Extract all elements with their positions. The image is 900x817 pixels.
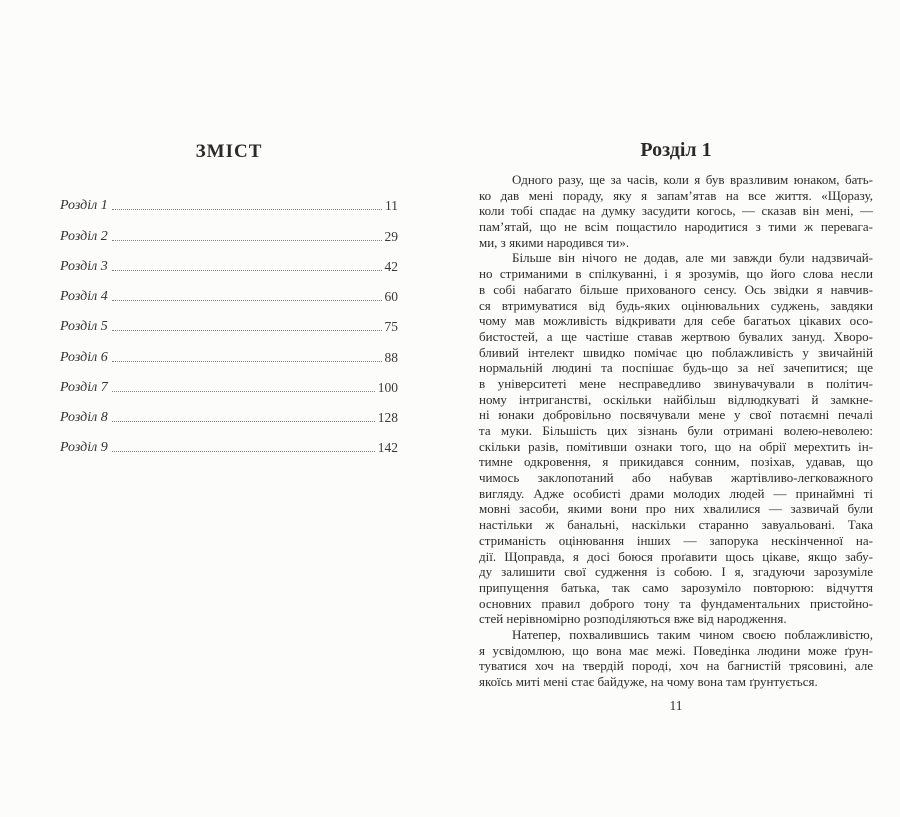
toc-entry bbox=[60, 335, 398, 365]
text-line: вигляду. Адже особисті драми молодих людей — принаймні ті bbox=[479, 485, 873, 501]
text-line: припущення батька, так само зарозуміло повторюю: відчуття bbox=[479, 579, 873, 595]
text-line: та муки. Більшість цих зізнань були отримані волею-неволею: bbox=[479, 423, 873, 438]
text-line: пам’ятай, що не всім пощастило народитися з тими ж перевага- bbox=[479, 219, 873, 235]
text-line: коли тобі спадає на думку засудити когось, — сказав він мені, — bbox=[479, 203, 873, 219]
paragraph bbox=[479, 627, 873, 690]
text-line: нормальній людині та поспішає будь-що за неї зачепитися; ще bbox=[479, 360, 873, 376]
toc-entry bbox=[60, 245, 398, 275]
toc-entry-label: Розділ 5 bbox=[60, 319, 108, 335]
text-line: ко дав мені пораду, яку я запам’ятав на все життя. «Щоразу, bbox=[479, 187, 873, 203]
text-line: ному інтриганстві, оскільки найбільш відлюдкуваті й замкне- bbox=[479, 391, 873, 407]
toc-heading: ЗМІСТ bbox=[195, 141, 263, 162]
toc-dot-leader bbox=[112, 300, 382, 301]
toc-entry-label: Розділ 7 bbox=[60, 379, 108, 395]
toc-entry-page: 42 bbox=[384, 258, 398, 274]
toc-entry-page: 29 bbox=[384, 228, 398, 244]
text-line: стей нерівномірно розподіляються вже від народження. bbox=[479, 611, 787, 627]
text-line: бливий інтелект швидко помічає цю поблажливість у звичайній bbox=[479, 344, 873, 360]
text-line: в університеті мене несправедливо звинувачували в політич- bbox=[479, 375, 873, 391]
toc-dot-leader bbox=[112, 451, 375, 452]
toc-entry-page: 75 bbox=[384, 319, 398, 335]
toc-entry-page: 100 bbox=[377, 379, 398, 395]
text-line: основних правил доброго тону та фундаментальних пристойно- bbox=[479, 595, 873, 611]
text-line: тимне одкровення, я прикидався сонним, позіхав, удавав, що bbox=[479, 454, 873, 470]
toc-list bbox=[60, 184, 398, 456]
text-line: ні юнаки добровільно посвячували мене у свої потаємні печалі bbox=[479, 407, 873, 423]
toc-entry bbox=[60, 275, 398, 305]
toc-entry-label: Розділ 9 bbox=[60, 440, 108, 456]
toc-dot-leader bbox=[112, 421, 375, 422]
text-line: якоїсь миті мені стає байдуже, на чому вона там ґрунтується. bbox=[479, 674, 818, 689]
text-line: настільки ж банальні, наскільки старанно завуальовані. Така bbox=[479, 517, 873, 533]
toc-entry-label: Розділ 6 bbox=[60, 349, 108, 365]
toc-entry-label: Розділ 3 bbox=[60, 258, 108, 274]
text-line: стриманість оцінювання інших — запорука нескінченної на- bbox=[479, 532, 873, 548]
toc-entry-page: 88 bbox=[384, 349, 398, 365]
text-line: дії. Щоправда, я досі боюся проґавити щось цікаве, якщо забу- bbox=[479, 548, 873, 564]
text-line: ми, з якими народився ти». bbox=[479, 234, 630, 250]
text-line: скільки разів, помітивши ознаки того, що на обрії мерехтить ін- bbox=[479, 438, 873, 454]
toc-entry-label: Розділ 8 bbox=[60, 410, 108, 425]
toc-entry-label: Розділ 2 bbox=[60, 228, 108, 244]
toc-dot-leader bbox=[112, 330, 382, 331]
toc-dot-leader bbox=[112, 391, 375, 392]
toc-entry bbox=[60, 426, 398, 456]
text-line: бистостей, а ще частіше ставав жертвою бувалих зануд. Хворо- bbox=[479, 328, 873, 344]
toc-dot-leader bbox=[112, 209, 382, 210]
text-line: в собі набагато більше прихованого сенсу. Ось звідки я навчив- bbox=[479, 281, 873, 297]
text-line: Натепер, похвалившись таким чином своєю поблажливістю, bbox=[512, 626, 873, 642]
text-line: туватися хоч на твердій породі, хоч на багнистій трясовині, але bbox=[479, 658, 873, 674]
toc-entry bbox=[60, 396, 398, 426]
text-line: Одного разу, ще за часів, коли я був вразливим юнаком, бать- bbox=[512, 172, 873, 187]
toc-entry bbox=[60, 184, 398, 214]
text-line: Більше він нічого не додав, але ми завжди були надзвичай- bbox=[512, 250, 873, 266]
toc-entry-label: Розділ 4 bbox=[60, 289, 108, 304]
toc-entry-page: 11 bbox=[385, 198, 398, 214]
text-line: чимось заклопотаний або набував жартівливо-легковажного bbox=[479, 470, 873, 486]
page-number: 11 bbox=[669, 698, 683, 713]
chapter-body bbox=[479, 172, 873, 690]
toc-dot-leader bbox=[112, 240, 382, 241]
toc-entry-page: 60 bbox=[384, 289, 398, 304]
toc-entry-page: 142 bbox=[377, 440, 398, 456]
text-line: но стриманими в спілкуванні, і я зрозумів, що його слова несли bbox=[479, 266, 873, 282]
toc-entry bbox=[60, 305, 398, 335]
paragraph bbox=[479, 172, 873, 250]
text-line: ся втримуватися від будь-яких оцінювальних суджень, завдяки bbox=[479, 297, 873, 313]
text-line: я усвідомлюю, що вона має межі. Поведінка людини може ґрун- bbox=[479, 642, 873, 658]
toc-entry bbox=[60, 214, 398, 244]
toc-entry-label: Розділ 1 bbox=[60, 198, 108, 214]
toc-dot-leader bbox=[112, 270, 382, 271]
text-line: чому мав можливість відкривати для себе багатьох цікавих осо- bbox=[479, 313, 873, 329]
text-line: мовні засоби, якими вони про них хвалилися — зазвичай були bbox=[479, 501, 873, 517]
paragraph bbox=[479, 250, 873, 627]
toc-dot-leader bbox=[112, 361, 382, 362]
toc-entry bbox=[60, 366, 398, 396]
toc-entry-page: 128 bbox=[377, 410, 398, 425]
chapter-title: Розділ 1 bbox=[640, 139, 712, 161]
text-line: ду залишити свої судження із собою. І я, згадуючи зарозуміле bbox=[479, 564, 873, 580]
